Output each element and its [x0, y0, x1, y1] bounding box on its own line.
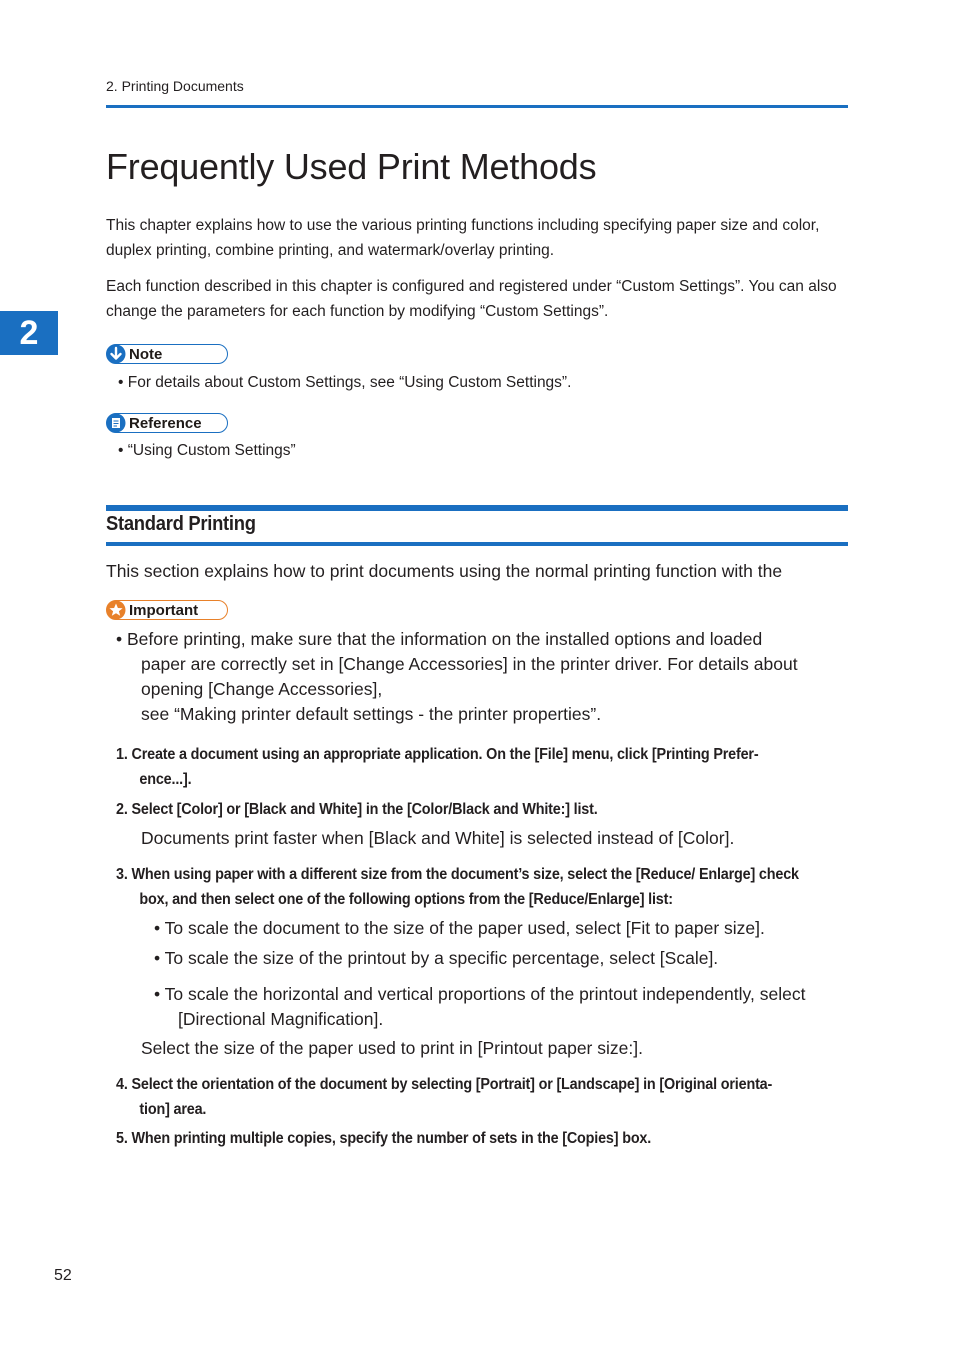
- step-3-bullet-2: • To scale the size of the printout by a specific percentage, select [Scale].: [154, 948, 719, 968]
- section-intro: This section explains how to print documents using the normal printing function with the: [106, 561, 783, 581]
- page-title: Frequently Used Print Methods: [106, 146, 597, 187]
- note-badge: [106, 344, 228, 364]
- step-4: [116, 1072, 782, 1122]
- section-title: Standard Printing: [106, 513, 256, 535]
- step-1: [116, 742, 782, 792]
- reference-label: Reference: [129, 414, 202, 432]
- reference-item: • “Using Custom Settings”: [118, 442, 296, 459]
- important-line-3: opening [Change Accessories],: [141, 679, 383, 699]
- step-3-bullet-3-line-2: [Directional Magnification].: [178, 1009, 384, 1029]
- step-1-line-1: 1. Create a document using an appropriate application. On the [File] menu, click [Printing Prefer-: [116, 746, 759, 763]
- step-4-line-2: tion] area.: [139, 1101, 207, 1118]
- intro-p1-line2: duplex printing, combine printing, and watermark/overlay printing.: [106, 242, 555, 259]
- step-5: 5. When printing multiple copies, specify the number of sets in the [Copies] box.: [116, 1130, 652, 1147]
- step-2: 2. Select [Color] or [Black and White] in the [Color/Black and White:] list.: [116, 801, 598, 818]
- chapter-tab: 2: [0, 311, 58, 355]
- step-3-line-1: 3. When using paper with a different size from the document’s size, select the [Reduce/ Enlarge] check: [116, 866, 799, 883]
- note-label: Note: [129, 345, 163, 363]
- reference-badge: [106, 413, 228, 433]
- section-rule-bottom: [106, 542, 848, 546]
- step-4-line-1: 4. Select the orientation of the document by selecting [Portrait] or [Landscape] in [Original orienta-: [116, 1076, 773, 1093]
- section-rule-top: [106, 505, 848, 511]
- important-badge: [106, 600, 228, 620]
- note-item: • For details about Custom Settings, see “Using Custom Settings”.: [118, 374, 572, 391]
- step-3-line-2: box, and then select one of the following options from the [Reduce/Enlarge] list:: [139, 891, 673, 908]
- step-3: [116, 862, 799, 912]
- step-2-description: Documents print faster when [Black and White] is selected instead of [Color].: [141, 828, 735, 848]
- step-3-bullet-3-line-1: • To scale the horizontal and vertical proportions of the printout independently, select: [154, 984, 806, 1004]
- header-rule: [106, 105, 848, 108]
- intro-p2-line2: change the parameters for each function by modifying “Custom Settings”.: [106, 303, 609, 320]
- step-3-bullet-3: [154, 982, 854, 1032]
- intro-p1-line1: This chapter explains how to use the various printing functions including specifying paper size and color,: [106, 217, 820, 234]
- important-label: Important: [129, 601, 199, 619]
- important-line-1: • Before printing, make sure that the information on the installed options and loaded: [116, 629, 763, 649]
- document-icon: [106, 413, 126, 433]
- intro-paragraph-2: [106, 274, 896, 324]
- important-item: [116, 627, 856, 727]
- star-icon: [106, 600, 126, 620]
- step-1-line-2: ence...].: [139, 771, 192, 788]
- intro-p2-line1: Each function described in this chapter is configured and registered under “Custom Settings”. You can also: [106, 278, 837, 295]
- page-number: 52: [54, 1267, 72, 1284]
- important-line-2: paper are correctly set in [Change Accessories] in the printer driver. For details about: [141, 654, 798, 674]
- step-3-description: Select the size of the paper used to print in [Printout paper size:].: [141, 1038, 643, 1058]
- important-line-4: see “Making printer default settings - the printer properties”.: [141, 704, 602, 724]
- down-arrow-icon: [106, 344, 126, 364]
- step-3-bullet-1: • To scale the document to the size of the paper used, select [Fit to paper size].: [154, 918, 765, 938]
- breadcrumb: 2. Printing Documents: [106, 78, 244, 94]
- intro-paragraph-1: [106, 213, 896, 263]
